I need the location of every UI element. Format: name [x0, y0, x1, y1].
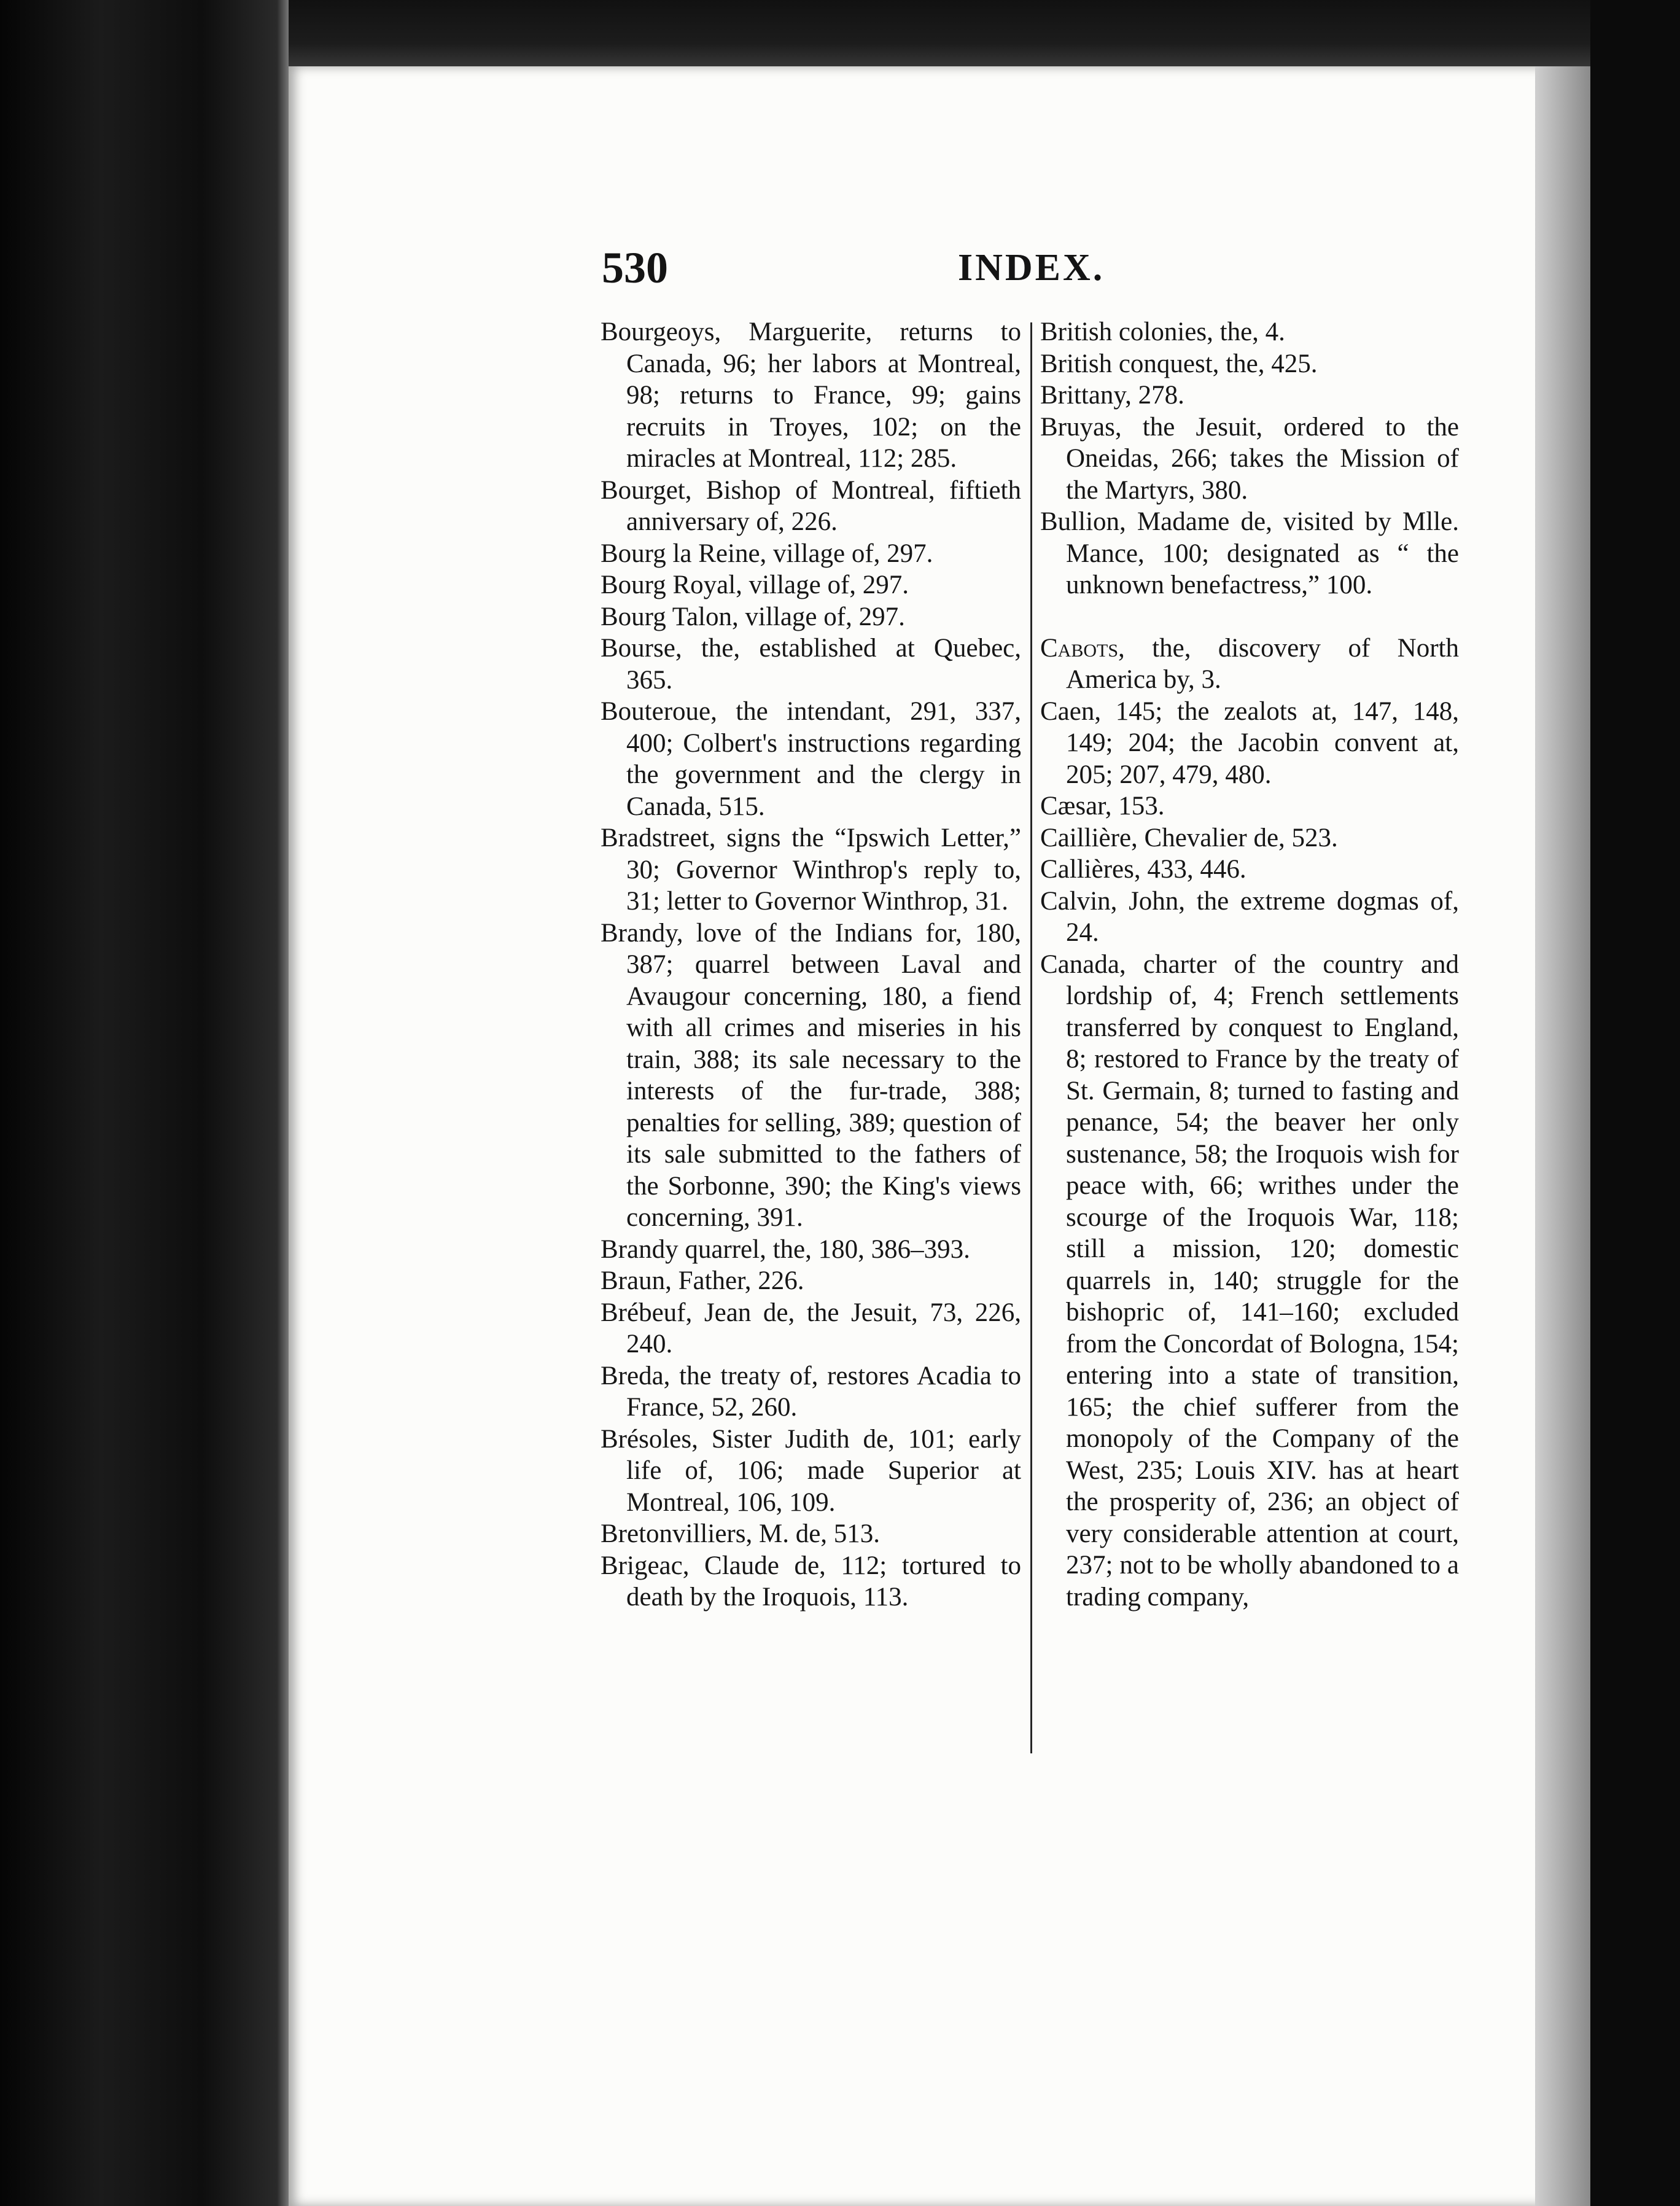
- index-entry: Bourg Royal, village of, 297.: [601, 571, 909, 599]
- index-entry: Bretonvilliers, M. de, 513.: [601, 1519, 881, 1548]
- index-entry: Canada, charter of the country and lordship of, 4; French settlements transferred by conquest to England, 8; restored to France by the treaty of St. Germain, 8; turned to fasting and penance, 54; the beaver her only sustenance, 58; the Iroquois wish for peace with, 66; writhes under the scourge of the Iroquois War, 118; still a mission, 120; domestic quarrels in, 140; struggle for the bishopric of, 141–160; excluded from the Concordat of Bologna, 154; entering into a state of transition, 165; the chief sufferer from the monopoly of the Company of the West, 235; Louis XIV. has at heart the prosperity of, 236; an object of very considerable attention at court, 237; not to be wholly abandoned to a trading company,: [1040, 949, 1459, 1612]
- column-divider: [1030, 322, 1032, 1753]
- index-entry: Brittany, 278.: [1040, 381, 1184, 410]
- index-entry: Bourg Talon, village of, 297.: [601, 602, 905, 631]
- index-entry: Brébeuf, Jean de, the Jesuit, 73, 226, 240.: [601, 1298, 1021, 1358]
- index-column-left: [601, 316, 1021, 1613]
- index-entry: Bourse, the, established at Quebec, 365.: [601, 634, 1021, 695]
- index-entry: Caen, 145; the zealots at, 147, 148, 149; 204; the Jacobin convent at, 205; 207, 479, 480.: [1040, 696, 1459, 789]
- index-entry: British conquest, the, 425.: [1040, 349, 1318, 378]
- page-top-edge: [289, 0, 1680, 72]
- index-entry: Brigeac, Claude de, 112; tortured to death by the Iroquois, 113.: [601, 1551, 1021, 1612]
- index-entry: Bullion, Madame de, visited by Mlle. Mance, 100; designated as “ the unknown benefactress,” 100.: [1040, 507, 1459, 599]
- page-right-strip: [1535, 66, 1590, 2206]
- index-entry: Bouteroue, the intendant, 291, 337, 400; Colbert's instructions regarding the government and the clergy in Canada, 515.: [601, 697, 1021, 821]
- index-entry: Brésoles, Sister Judith de, 101; early life of, 106; made Superior at Montreal, 106, 109.: [601, 1424, 1021, 1517]
- index-entry: Bourget, Bishop of Montreal, fiftieth anniversary of, 226.: [601, 475, 1021, 536]
- page-number: 530: [602, 243, 668, 292]
- index-entry: Callières, 433, 446.: [1040, 855, 1246, 884]
- index-entry: Brandy, love of the Indians for, 180, 387; quarrel between Laval and Avaugour concerning, 180, a fiend with all crimes and miseries in his train, 388; its sale necessary to the interests of the fur-trade, 388; penalties for selling, 389; question of its sale submitted to the fathers of the Sorbonne, 390; the King's views concerning, 391.: [601, 918, 1021, 1232]
- index-column-right: [1040, 316, 1459, 1613]
- index-entry-text: , the, discovery of North America by, 3.: [1066, 633, 1459, 694]
- index-entry: Calvin, John, the extreme dogmas of, 24.: [1040, 886, 1459, 947]
- index-entry: Bradstreet, signs the “Ipswich Letter,” 30; Governor Winthrop's reply to, 31; letter to Governor Winthrop, 31.: [601, 824, 1021, 916]
- index-entry: British colonies, the, 4.: [1040, 318, 1285, 346]
- index-entry: Caillière, Chevalier de, 523.: [1040, 823, 1338, 852]
- index-entry: Bourg la Reine, village of, 297.: [601, 539, 933, 568]
- index-entry: [1040, 633, 1459, 696]
- index-entry: Bruyas, the Jesuit, ordered to the Oneidas, 266; takes the Mission of the Martyrs, 380.: [1040, 412, 1459, 505]
- page-right-edge: [1590, 0, 1680, 2206]
- index-entry: Brandy quarrel, the, 180, 386–393.: [601, 1234, 970, 1264]
- index-entry: Bourgeoys, Marguerite, returns to Canada, 96; her labors at Montreal, 98; returns to France, 99; gains recruits in Troyes, 102; on the miracles at Montreal, 112; 285.: [601, 318, 1021, 473]
- index-entry: Braun, Father, 226.: [601, 1266, 804, 1295]
- running-head: INDEX.: [958, 247, 1105, 289]
- index-entry: Cæsar, 153.: [1040, 792, 1165, 820]
- letter-section-gap: [1040, 601, 1459, 633]
- page-header: [589, 243, 1461, 304]
- book-spine: [0, 0, 289, 2206]
- index-entry: Breda, the treaty of, restores Acadia to France, 52, 260.: [601, 1361, 1021, 1422]
- section-initial-word: Cabots: [1040, 633, 1119, 663]
